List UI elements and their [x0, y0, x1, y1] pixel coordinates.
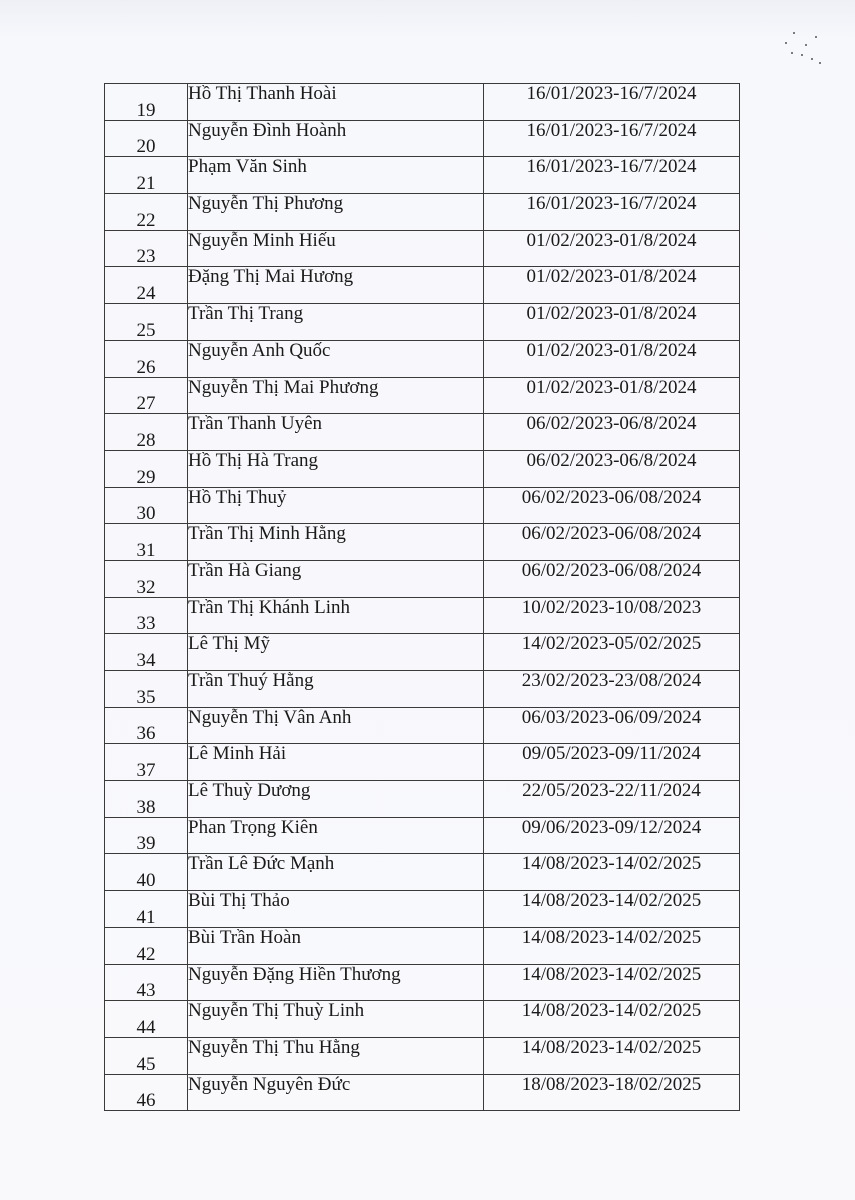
person-name: Nguyễn Thị Vân Anh — [188, 707, 484, 744]
table-row — [105, 194, 740, 231]
person-name: Hồ Thị Thanh Hoài — [188, 84, 484, 121]
person-name: Nguyễn Đặng Hiền Thương — [188, 964, 484, 1001]
row-number: 24 — [105, 267, 188, 304]
row-number: 32 — [105, 560, 188, 597]
date-period: 10/02/2023-10/08/2023 — [484, 597, 740, 634]
roster-table-body — [105, 84, 740, 1111]
table-row — [105, 377, 740, 414]
table-row — [105, 671, 740, 708]
row-number: 41 — [105, 891, 188, 928]
row-number: 36 — [105, 707, 188, 744]
date-period: 14/08/2023-14/02/2025 — [484, 964, 740, 1001]
person-name: Nguyễn Anh Quốc — [188, 340, 484, 377]
person-name: Phan Trọng Kiên — [188, 817, 484, 854]
date-period: 06/02/2023-06/08/2024 — [484, 560, 740, 597]
person-name: Trần Thị Minh Hằng — [188, 524, 484, 561]
date-period: 22/05/2023-22/11/2024 — [484, 781, 740, 818]
table-row — [105, 414, 740, 451]
date-period: 01/02/2023-01/8/2024 — [484, 377, 740, 414]
row-number: 40 — [105, 854, 188, 891]
table-row — [105, 891, 740, 928]
table-row — [105, 560, 740, 597]
date-period: 16/01/2023-16/7/2024 — [484, 194, 740, 231]
table-row — [105, 230, 740, 267]
table-row — [105, 744, 740, 781]
date-period: 09/05/2023-09/11/2024 — [484, 744, 740, 781]
person-name: Nguyễn Thị Phương — [188, 194, 484, 231]
date-period: 06/03/2023-06/09/2024 — [484, 707, 740, 744]
table-row — [105, 450, 740, 487]
date-period: 16/01/2023-16/7/2024 — [484, 84, 740, 121]
date-period: 14/08/2023-14/02/2025 — [484, 927, 740, 964]
date-period: 14/08/2023-14/02/2025 — [484, 1001, 740, 1038]
table-row — [105, 120, 740, 157]
table-row — [105, 634, 740, 671]
date-period: 09/06/2023-09/12/2024 — [484, 817, 740, 854]
row-number: 29 — [105, 450, 188, 487]
date-period: 01/02/2023-01/8/2024 — [484, 340, 740, 377]
date-period: 06/02/2023-06/08/2024 — [484, 487, 740, 524]
row-number: 28 — [105, 414, 188, 451]
row-number: 38 — [105, 781, 188, 818]
row-number: 33 — [105, 597, 188, 634]
date-period: 06/02/2023-06/8/2024 — [484, 414, 740, 451]
roster-table — [104, 83, 740, 1111]
row-number: 39 — [105, 817, 188, 854]
row-number: 44 — [105, 1001, 188, 1038]
row-number: 25 — [105, 304, 188, 341]
row-number: 37 — [105, 744, 188, 781]
table-row — [105, 157, 740, 194]
date-period: 14/08/2023-14/02/2025 — [484, 1037, 740, 1074]
person-name: Lê Minh Hải — [188, 744, 484, 781]
row-number: 46 — [105, 1074, 188, 1111]
table-row — [105, 854, 740, 891]
person-name: Nguyễn Minh Hiếu — [188, 230, 484, 267]
person-name: Trần Lê Đức Mạnh — [188, 854, 484, 891]
table-row — [105, 597, 740, 634]
person-name: Nguyễn Đình Hoành — [188, 120, 484, 157]
person-name: Trần Thị Trang — [188, 304, 484, 341]
row-number: 23 — [105, 230, 188, 267]
table-row — [105, 781, 740, 818]
date-period: 06/02/2023-06/08/2024 — [484, 524, 740, 561]
table-row — [105, 1001, 740, 1038]
table-row — [105, 817, 740, 854]
date-period: 01/02/2023-01/8/2024 — [484, 304, 740, 341]
row-number: 27 — [105, 377, 188, 414]
person-name: Trần Hà Giang — [188, 560, 484, 597]
row-number: 45 — [105, 1037, 188, 1074]
date-period: 23/02/2023-23/08/2024 — [484, 671, 740, 708]
person-name: Phạm Văn Sinh — [188, 157, 484, 194]
row-number: 43 — [105, 964, 188, 1001]
date-period: 01/02/2023-01/8/2024 — [484, 230, 740, 267]
date-period: 01/02/2023-01/8/2024 — [484, 267, 740, 304]
table-row — [105, 964, 740, 1001]
table-row — [105, 524, 740, 561]
row-number: 20 — [105, 120, 188, 157]
date-period: 16/01/2023-16/7/2024 — [484, 120, 740, 157]
date-period: 14/02/2023-05/02/2025 — [484, 634, 740, 671]
row-number: 34 — [105, 634, 188, 671]
table-row — [105, 487, 740, 524]
person-name: Hồ Thị Hà Trang — [188, 450, 484, 487]
row-number: 26 — [105, 340, 188, 377]
table-row — [105, 304, 740, 341]
person-name: Bùi Thị Thảo — [188, 891, 484, 928]
row-number: 22 — [105, 194, 188, 231]
row-number: 19 — [105, 84, 188, 121]
person-name: Nguyễn Thị Thuỳ Linh — [188, 1001, 484, 1038]
date-period: 14/08/2023-14/02/2025 — [484, 891, 740, 928]
person-name: Trần Thị Khánh Linh — [188, 597, 484, 634]
table-row — [105, 707, 740, 744]
date-period: 14/08/2023-14/02/2025 — [484, 854, 740, 891]
date-period: 06/02/2023-06/8/2024 — [484, 450, 740, 487]
table-row — [105, 267, 740, 304]
row-number: 42 — [105, 927, 188, 964]
person-name: Lê Thị Mỹ — [188, 634, 484, 671]
person-name: Nguyễn Thị Thu Hằng — [188, 1037, 484, 1074]
person-name: Đặng Thị Mai Hương — [188, 267, 484, 304]
row-number: 31 — [105, 524, 188, 561]
date-period: 16/01/2023-16/7/2024 — [484, 157, 740, 194]
table-row — [105, 1074, 740, 1111]
person-name: Lê Thuỳ Dương — [188, 781, 484, 818]
row-number: 30 — [105, 487, 188, 524]
row-number: 35 — [105, 671, 188, 708]
row-number: 21 — [105, 157, 188, 194]
person-name: Trần Thuý Hằng — [188, 671, 484, 708]
person-name: Nguyễn Nguyên Đức — [188, 1074, 484, 1111]
date-period: 18/08/2023-18/02/2025 — [484, 1074, 740, 1111]
person-name: Trần Thanh Uyên — [188, 414, 484, 451]
table-row — [105, 340, 740, 377]
person-name: Hồ Thị Thuỷ — [188, 487, 484, 524]
person-name: Bùi Trần Hoàn — [188, 927, 484, 964]
table-row — [105, 84, 740, 121]
table-row — [105, 927, 740, 964]
scan-specks — [755, 28, 825, 78]
table-row — [105, 1037, 740, 1074]
person-name: Nguyễn Thị Mai Phương — [188, 377, 484, 414]
